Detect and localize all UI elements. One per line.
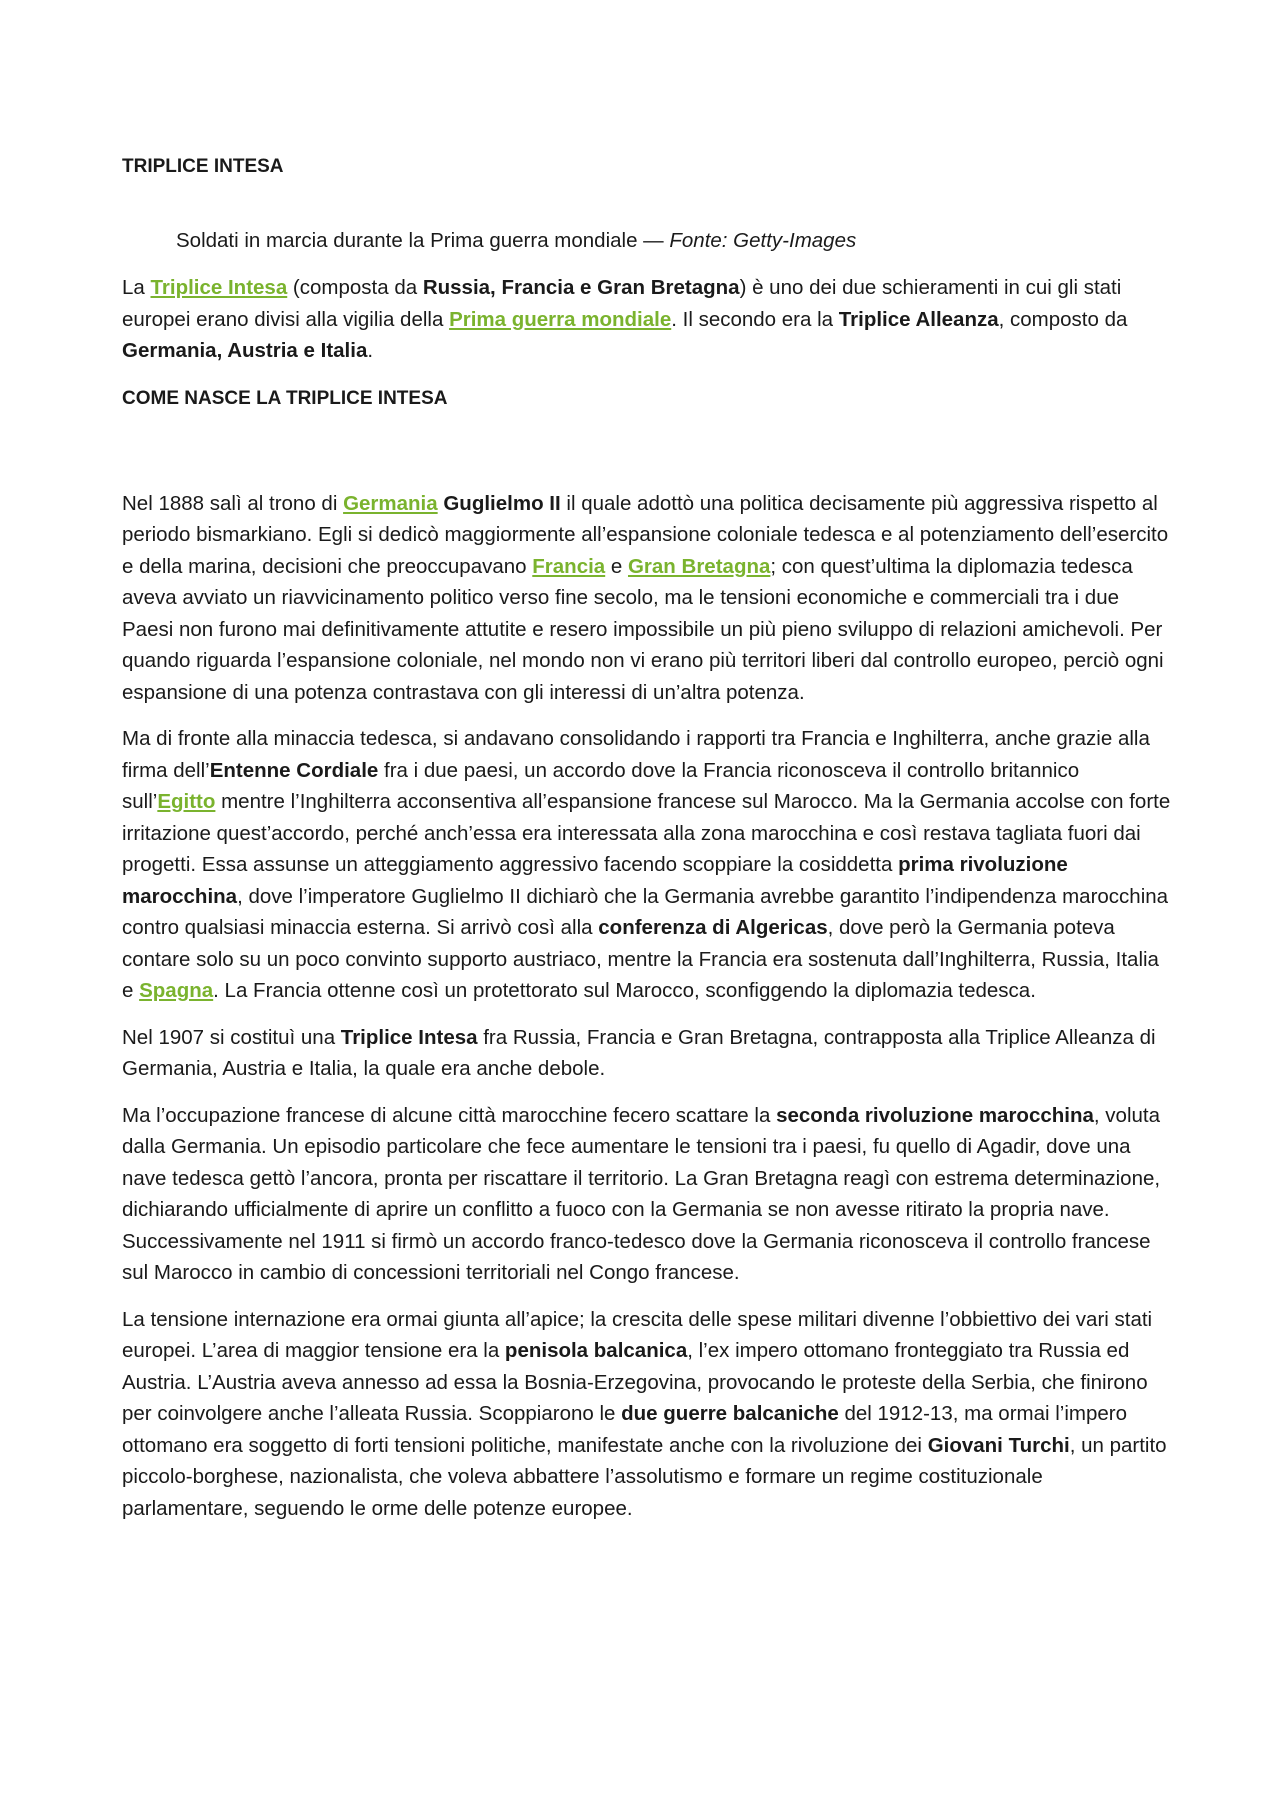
link-spagna[interactable]: Spagna xyxy=(139,979,214,1002)
text-run: La tensione internazione era ormai giunta all’apice; la crescita delle spese militari divenne l’obbiettivo dei vari stati europei. L’area di maggior tensione era la xyxy=(122,1307,1153,1362)
text-run: Nel 1888 salì al trono di xyxy=(122,491,344,515)
bold-run: Germania, Austria e Italia xyxy=(122,339,368,362)
paragraph-4 xyxy=(122,1100,1172,1289)
intro-paragraph xyxy=(122,272,1172,367)
text-run: , l’ex impero ottomano fronteggiato tra Russia ed Austria. L’Austria aveva annesso ad essa la Bosnia-Erzegovina, provocando le proteste della Serbia, che finirono per coinvolgere anche l’alleata Russia. Scoppiarono le xyxy=(122,1339,1148,1425)
bold-run: Russia, Francia e Gran Bretagna xyxy=(422,276,740,299)
bold-run: Triplice Alleanza xyxy=(838,307,999,331)
bold-run: penisola balcanica xyxy=(504,1339,688,1362)
bold-run: Giovani Turchi xyxy=(927,1433,1070,1457)
text-run: . Il secondo era la xyxy=(671,307,839,331)
text-run: del 1912-13, ma ormai l’impero ottomano era soggetto di forti tensioni politiche, manifestate anche con la rivoluzione dei xyxy=(122,1402,1128,1457)
text-run: Ma l’occupazione francese di alcune città marocchine fecero scattare la xyxy=(122,1103,777,1127)
text-run: il quale adottò una politica decisamente più aggressiva rispetto al periodo bismarkiano. Egli si dedicò maggiormente all’espansione coloniale tedesca e al potenziamento dell’esercito e della marina, decisioni che preoccupavano xyxy=(122,491,1169,578)
paragraph-2 xyxy=(122,723,1172,1007)
bold-run: seconda rivoluzione marocchina xyxy=(776,1103,1094,1127)
text-run: mentre l’Inghilterra acconsentiva all’espansione francese sul Marocco. Ma la Germania accolse con forte irritazione quest’accordo, perché anch’essa era interessata alla zona marocchina e così restava tagliata fuori dai progetti. Essa assunse un atteggiamento aggressivo facendo scoppiare la cosiddetta xyxy=(122,790,1171,876)
image-caption xyxy=(176,224,1172,258)
text-run: , composto da xyxy=(998,307,1128,331)
text-run: e xyxy=(605,554,628,578)
section-heading: COME NASCE LA TRIPLICE INTESA xyxy=(122,387,448,409)
text-run: ; con quest’ultima la diplomazia tedesca aveva avviato un riavvicinamento politico verso fine secolo, ma le tensioni economiche e commerciali tra i due Paesi non furono mai definitivamente attutite e resero impossibile un più pieno sviluppo di relazioni amichevoli. Per quando riguarda l’espansione coloniale, nel mondo non vi erano più territori liberi dal controllo europeo, perciò ogni espansione di una potenza contrastava con gli interessi di un’altra potenza. xyxy=(122,554,1164,704)
text-run: . xyxy=(367,339,374,362)
paragraph-5 xyxy=(122,1304,1172,1525)
bold-run: Triplice Intesa xyxy=(340,1025,478,1049)
text-run: ) è uno dei due schieramenti in cui gli stati europei erano divisi alla vigilia della xyxy=(122,276,1122,331)
bold-run: prima rivoluzione marocchina xyxy=(122,853,1068,908)
text-run: (composta da xyxy=(287,276,423,299)
text-run: . La Francia ottenne così un protettorato sul Marocco, sconfiggendo la diplomazia tedesca. xyxy=(213,979,1036,1002)
bold-run: conferenza di Algericas xyxy=(598,916,828,939)
bold-run: Entenne Cordiale xyxy=(209,758,379,782)
link-egitto[interactable]: Egitto xyxy=(157,790,216,813)
bold-run: Guglielmo II xyxy=(443,491,561,515)
paragraph-1 xyxy=(122,488,1172,709)
link-triplice-intesa[interactable]: Triplice Intesa xyxy=(150,276,288,299)
text-run: fra i due paesi, un accordo dove la Francia riconosceva il controllo britannico sull’ xyxy=(122,758,1080,813)
document-page xyxy=(122,150,1172,1539)
text-run: Ma di fronte alla minaccia tedesca, si andavano consolidando i rapporti tra Francia e Inghilterra, anche grazie alla firma dell’ xyxy=(122,727,1150,782)
link-germania[interactable]: Germania xyxy=(343,491,438,515)
text-run: , un partito piccolo-borghese, nazionalista, che voleva abbattere l’assolutismo e formare un regime costituzionale parlamentare, seguendo le orme delle potenze europee. xyxy=(122,1433,1167,1520)
text-run: , dove però la Germania poteva contare solo su un poco convinto supporto austriaco, mentre la Francia era sostenuta dall’Inghilterra, Russia, Italia e xyxy=(122,916,1159,1002)
text-run: , voluta dalla Germania. Un episodio particolare che fece aumentare le tensioni tra i paesi, fu quello di Agadir, dove una nave tedesca gettò l’ancora, pronta per riscattare il territorio. La Gran Bretagna reagì con estrema determinazione, dichiarando ufficialmente di aprire un conflitto a fuoco con la Germania se non avesse ritirato la propria nave. Successivamente nel 1911 si firmò un accordo franco-tedesco dove la Germania riconosceva il controllo francese sul Marocco in cambio di concessioni territoriali nel Congo francese. xyxy=(122,1103,1161,1284)
text-run: Nel 1907 si costituì una xyxy=(122,1025,341,1049)
document-title: TRIPLICE INTESA xyxy=(122,156,284,177)
caption-text: Soldati in marcia durante la Prima guerra mondiale — xyxy=(176,229,670,252)
paragraph-3 xyxy=(122,1022,1172,1085)
text-run: fra Russia, Francia e Gran Bretagna, contrapposta alla Triplice Alleanza di Germania, Austria e Italia, la quale era anche debole. xyxy=(122,1025,1156,1080)
text-run: La xyxy=(122,276,151,299)
caption-source: Fonte: Getty-Images xyxy=(669,229,857,252)
link-francia[interactable]: Francia xyxy=(532,554,606,578)
text-run: , dove l’imperatore Guglielmo II dichiarò che la Germania avrebbe garantito l’indipendenza marocchina contro qualsiasi minaccia esterna. Si arrivò così alla xyxy=(122,884,1169,939)
bold-run: due guerre balcaniche xyxy=(621,1402,839,1425)
link-prima-guerra-mondiale[interactable]: Prima guerra mondiale xyxy=(449,307,672,331)
link-gran-bretagna[interactable]: Gran Bretagna xyxy=(627,554,771,578)
